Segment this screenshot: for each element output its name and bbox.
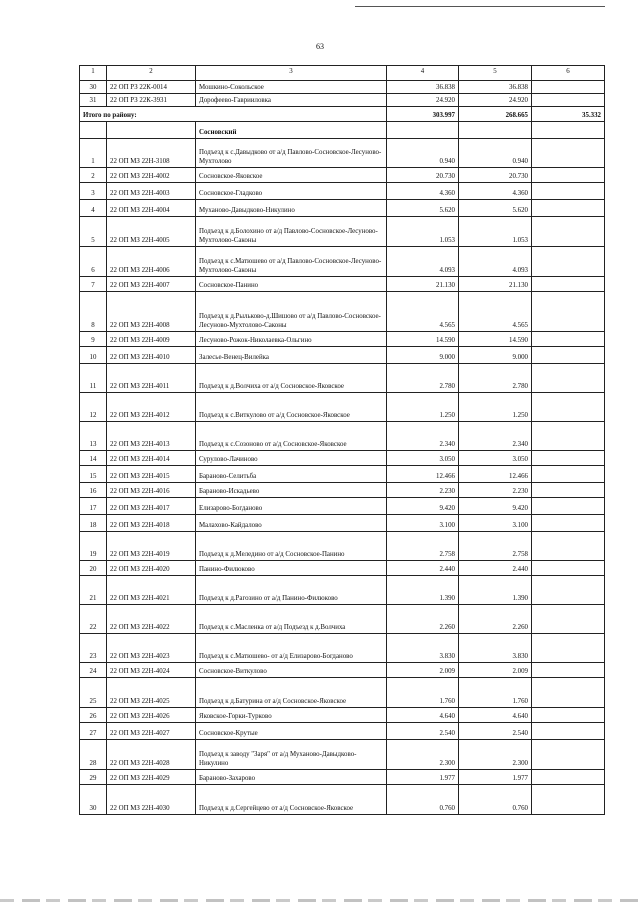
length-value: 1.760: [459, 678, 532, 708]
empty-cell: [107, 122, 196, 139]
row-number: 8: [80, 292, 107, 332]
length-value: 9.420: [459, 498, 532, 515]
road-name: Подъезд к д.Сергейцево от а/д Сосновское-Яковское: [196, 785, 387, 815]
district-name: Сосновский: [196, 122, 387, 139]
length-extra: [532, 498, 605, 515]
length-value: 4.565: [459, 292, 532, 332]
length-total: 2.230: [387, 483, 459, 498]
table-row: [80, 723, 605, 740]
total-label: Итого по району:: [80, 107, 387, 122]
table-row: [80, 605, 605, 634]
road-name: Подъезд к д.Рагозино от а/д Панино-Филюково: [196, 576, 387, 605]
length-value: 2.340: [459, 422, 532, 451]
road-code: 22 ОП МЗ 22Н-4011: [107, 364, 196, 393]
length-total: 36.838: [387, 81, 459, 94]
road-name: Панино-Филюково: [196, 561, 387, 576]
length-extra: [532, 466, 605, 483]
length-total: 5.620: [387, 200, 459, 217]
length-value: 14.590: [459, 332, 532, 347]
road-name: Подъезд к с.Матюшево от а/д Павлово-Сосновское-Лесуново-Мухтолово-Саконы: [196, 247, 387, 277]
length-extra: [532, 770, 605, 785]
length-extra: [532, 634, 605, 663]
road-name: Подъезд к д.Волчиха от а/д Сосновское-Яковское: [196, 364, 387, 393]
length-value: 1.250: [459, 393, 532, 422]
road-name: Подъезд к д.Рыльково-д.Шишово от а/д Павлово-Сосновское-Лесуново-Мухтолово-Саконы: [196, 292, 387, 332]
row-number: 4: [80, 200, 107, 217]
length-extra: [532, 561, 605, 576]
length-extra: [532, 532, 605, 561]
length-value: 21.130: [459, 277, 532, 292]
length-extra: [532, 277, 605, 292]
length-value: 9.000: [459, 347, 532, 364]
length-total: 0.760: [387, 785, 459, 815]
length-total: 2.009: [387, 663, 459, 678]
district-total-row: [80, 107, 605, 122]
road-code: 22 ОП МЗ 22Н-4023: [107, 634, 196, 663]
road-name: Сурулово-Лачиново: [196, 451, 387, 466]
table-row: [80, 451, 605, 466]
road-code: 22 ОП МЗ 22Н-4020: [107, 561, 196, 576]
road-name: Сосновское-Панино: [196, 277, 387, 292]
road-code: 22 ОП МЗ 22Н-4026: [107, 708, 196, 723]
road-code: 22 ОП РЗ 22К-0014: [107, 81, 196, 94]
row-number: 5: [80, 217, 107, 247]
road-code: 22 ОП МЗ 22Н-4027: [107, 723, 196, 740]
road-name: Подъезд к д.Меледино от а/д Сосновское-Панино: [196, 532, 387, 561]
row-number: 31: [80, 94, 107, 107]
road-name: Подъезд к д.Батурина от а/д Сосновское-Яковское: [196, 678, 387, 708]
road-name: Сосновское-Виткулово: [196, 663, 387, 678]
column-number: 1: [80, 66, 107, 81]
row-number: 27: [80, 723, 107, 740]
empty-cell: [532, 122, 605, 139]
road-code: 22 ОП МЗ 22Н-4003: [107, 183, 196, 200]
length-total: 2.780: [387, 364, 459, 393]
table-row: [80, 393, 605, 422]
length-extra: [532, 740, 605, 770]
length-value: 5.620: [459, 200, 532, 217]
road-code: 22 ОП МЗ 22Н-4029: [107, 770, 196, 785]
length-extra: [532, 663, 605, 678]
length-total: 2.300: [387, 740, 459, 770]
length-extra: [532, 94, 605, 107]
row-number: 17: [80, 498, 107, 515]
road-code: 22 ОП МЗ 22Н-3108: [107, 139, 196, 168]
row-number: 22: [80, 605, 107, 634]
length-value: 24.920: [459, 94, 532, 107]
road-code: 22 ОП РЗ 22К-3931: [107, 94, 196, 107]
road-code: 22 ОП МЗ 22Н-4018: [107, 515, 196, 532]
table-row: [80, 532, 605, 561]
road-name: Подъезд к заводу "Заря" от а/д Муханово-Давыдково-Никулино: [196, 740, 387, 770]
length-extra: [532, 678, 605, 708]
table-row: [80, 483, 605, 498]
length-total: 1.977: [387, 770, 459, 785]
length-extra: [532, 785, 605, 815]
row-number: 12: [80, 393, 107, 422]
length-value: 3.100: [459, 515, 532, 532]
table-row: [80, 708, 605, 723]
row-number: 2: [80, 168, 107, 183]
length-total: 3.100: [387, 515, 459, 532]
length-total: 20.730: [387, 168, 459, 183]
row-number: 13: [80, 422, 107, 451]
table-row: [80, 332, 605, 347]
road-code: 22 ОП МЗ 22Н-4025: [107, 678, 196, 708]
length-total: 4.360: [387, 183, 459, 200]
length-total: 2.758: [387, 532, 459, 561]
length-total: 21.130: [387, 277, 459, 292]
road-code: 22 ОП МЗ 22Н-4028: [107, 740, 196, 770]
length-total: 2.340: [387, 422, 459, 451]
length-extra: [532, 605, 605, 634]
length-extra: [532, 139, 605, 168]
table-row: [80, 183, 605, 200]
length-total: 2.540: [387, 723, 459, 740]
length-extra: [532, 332, 605, 347]
table-row: [80, 94, 605, 107]
table-row: [80, 770, 605, 785]
row-number: 14: [80, 451, 107, 466]
road-code: 22 ОП МЗ 22Н-4019: [107, 532, 196, 561]
row-number: 1: [80, 139, 107, 168]
road-code: 22 ОП МЗ 22Н-4021: [107, 576, 196, 605]
length-total: 9.000: [387, 347, 459, 364]
road-name: Яковское-Горки-Турково: [196, 708, 387, 723]
row-number: 6: [80, 247, 107, 277]
empty-cell: [459, 122, 532, 139]
road-name: Сосновское-Яковское: [196, 168, 387, 183]
length-total: 4.093: [387, 247, 459, 277]
road-name: Бараново-Захарово: [196, 770, 387, 785]
road-code: 22 ОП МЗ 22Н-4002: [107, 168, 196, 183]
length-extra: [532, 81, 605, 94]
row-number: 21: [80, 576, 107, 605]
table-row: [80, 785, 605, 815]
road-name: Лесуново-Рожок-Николаевка-Ольгино: [196, 332, 387, 347]
length-value: 2.230: [459, 483, 532, 498]
road-name: Бараново-Селитьба: [196, 466, 387, 483]
length-value: 36.838: [459, 81, 532, 94]
road-name: Мухановo-Давыдково-Никулино: [196, 200, 387, 217]
table-row: [80, 139, 605, 168]
road-code: 22 ОП МЗ 22Н-4005: [107, 217, 196, 247]
length-value: 2.440: [459, 561, 532, 576]
road-code: 22 ОП МЗ 22Н-4008: [107, 292, 196, 332]
row-number: 7: [80, 277, 107, 292]
length-value: 20.730: [459, 168, 532, 183]
table-row: [80, 292, 605, 332]
district-header-row: [80, 122, 605, 139]
road-name: Сосновское-Крутые: [196, 723, 387, 740]
road-name: Елизарово-Богданово: [196, 498, 387, 515]
length-total: 4.640: [387, 708, 459, 723]
length-total: 1.053: [387, 217, 459, 247]
length-value: 1.053: [459, 217, 532, 247]
length-extra: [532, 708, 605, 723]
length-total: 0.940: [387, 139, 459, 168]
row-number: 28: [80, 740, 107, 770]
roads-table: [79, 65, 605, 815]
row-number: 30: [80, 785, 107, 815]
road-code: 22 ОП МЗ 22Н-4024: [107, 663, 196, 678]
table-row: [80, 561, 605, 576]
road-name: Мошкино-Сокольское: [196, 81, 387, 94]
page-number: 63: [316, 42, 324, 51]
table-row: [80, 347, 605, 364]
road-code: 22 ОП МЗ 22Н-4030: [107, 785, 196, 815]
table-row: [80, 498, 605, 515]
length-value: 4.093: [459, 247, 532, 277]
column-number: 3: [196, 66, 387, 81]
length-extra: [532, 451, 605, 466]
row-number: 11: [80, 364, 107, 393]
row-number: 3: [80, 183, 107, 200]
length-total: 3.830: [387, 634, 459, 663]
length-extra: [532, 576, 605, 605]
road-name: Подъезд к с.Масленка от а/д Подъезд к д.Волчиха: [196, 605, 387, 634]
length-extra: [532, 483, 605, 498]
length-value: 4.640: [459, 708, 532, 723]
row-number: 26: [80, 708, 107, 723]
road-code: 22 ОП МЗ 22Н-4013: [107, 422, 196, 451]
length-extra: [532, 364, 605, 393]
road-name: Сосновское-Гладково: [196, 183, 387, 200]
road-name: Залесье-Венец-Вилейка: [196, 347, 387, 364]
table-row: [80, 168, 605, 183]
length-total: 2.260: [387, 605, 459, 634]
table-row: [80, 634, 605, 663]
table-row: [80, 277, 605, 292]
top-rule: [355, 6, 605, 7]
column-number: 4: [387, 66, 459, 81]
length-value: 2.780: [459, 364, 532, 393]
length-value: 2.758: [459, 532, 532, 561]
road-code: 22 ОП МЗ 22Н-4007: [107, 277, 196, 292]
length-value: 4.360: [459, 183, 532, 200]
length-value: 2.300: [459, 740, 532, 770]
length-extra: [532, 292, 605, 332]
table-row: [80, 422, 605, 451]
length-value: 12.466: [459, 466, 532, 483]
row-number: 29: [80, 770, 107, 785]
length-extra: [532, 723, 605, 740]
table-row: [80, 200, 605, 217]
row-number: 15: [80, 466, 107, 483]
road-code: 22 ОП МЗ 22Н-4015: [107, 466, 196, 483]
column-number: 2: [107, 66, 196, 81]
road-code: 22 ОП МЗ 22Н-4022: [107, 605, 196, 634]
length-extra: [532, 515, 605, 532]
row-number: 10: [80, 347, 107, 364]
length-total: 14.590: [387, 332, 459, 347]
scan-artifact-line: [0, 899, 640, 902]
table-row: [80, 678, 605, 708]
road-name: Подъезд к д.Болохино от а/д Павлово-Сосновское-Лесуново-Мухтолово-Саконы: [196, 217, 387, 247]
road-name: Малахово-Кайдалово: [196, 515, 387, 532]
row-number: 24: [80, 663, 107, 678]
column-number: 5: [459, 66, 532, 81]
road-name: Подъезд к с.Виткулово от а/д Сосновское-Яковское: [196, 393, 387, 422]
row-number: 23: [80, 634, 107, 663]
length-total: 1.390: [387, 576, 459, 605]
length-value: 0.940: [459, 139, 532, 168]
road-code: 22 ОП МЗ 22Н-4017: [107, 498, 196, 515]
length-value: 1.390: [459, 576, 532, 605]
row-number: 19: [80, 532, 107, 561]
table-row: [80, 466, 605, 483]
total-b: 268.665: [459, 107, 532, 122]
column-number: 6: [532, 66, 605, 81]
length-total: 24.920: [387, 94, 459, 107]
length-value: 2.009: [459, 663, 532, 678]
length-total: 9.420: [387, 498, 459, 515]
row-number: 30: [80, 81, 107, 94]
length-extra: [532, 347, 605, 364]
table-row: [80, 515, 605, 532]
table-row: [80, 364, 605, 393]
road-code: 22 ОП МЗ 22Н-4006: [107, 247, 196, 277]
length-extra: [532, 168, 605, 183]
row-number: 25: [80, 678, 107, 708]
road-name: Подъезд к с.Давыдково от а/д Павлово-Сосновское-Лесуново-Мухтолово: [196, 139, 387, 168]
table-row: [80, 663, 605, 678]
length-value: 2.260: [459, 605, 532, 634]
road-code: 22 ОП МЗ 22Н-4010: [107, 347, 196, 364]
length-value: 1.977: [459, 770, 532, 785]
row-number: 16: [80, 483, 107, 498]
total-a: 303.997: [387, 107, 459, 122]
road-code: 22 ОП МЗ 22Н-4016: [107, 483, 196, 498]
road-name: Подъезд к с.Матюшево- от а/д Елизарово-Богданово: [196, 634, 387, 663]
road-code: 22 ОП МЗ 22Н-4014: [107, 451, 196, 466]
row-number: 9: [80, 332, 107, 347]
length-extra: [532, 183, 605, 200]
column-number-row: [80, 66, 605, 81]
length-extra: [532, 217, 605, 247]
length-extra: [532, 247, 605, 277]
length-total: 4.565: [387, 292, 459, 332]
length-total: 3.050: [387, 451, 459, 466]
table-row: [80, 81, 605, 94]
length-extra: [532, 422, 605, 451]
table-row: [80, 576, 605, 605]
road-code: 22 ОП МЗ 22Н-4004: [107, 200, 196, 217]
length-total: 1.250: [387, 393, 459, 422]
row-number: 18: [80, 515, 107, 532]
length-value: 2.540: [459, 723, 532, 740]
total-c: 35.332: [532, 107, 605, 122]
table-row: [80, 217, 605, 247]
row-number: 20: [80, 561, 107, 576]
length-total: 2.440: [387, 561, 459, 576]
road-name: Бараново-Искадьево: [196, 483, 387, 498]
length-value: 3.050: [459, 451, 532, 466]
length-extra: [532, 393, 605, 422]
length-value: 3.830: [459, 634, 532, 663]
table-row: [80, 247, 605, 277]
empty-cell: [387, 122, 459, 139]
road-code: 22 ОП МЗ 22Н-4009: [107, 332, 196, 347]
road-name: Дорофеево-Гаврииловка: [196, 94, 387, 107]
length-total: 12.466: [387, 466, 459, 483]
table-row: [80, 740, 605, 770]
empty-cell: [80, 122, 107, 139]
length-extra: [532, 200, 605, 217]
road-code: 22 ОП МЗ 22Н-4012: [107, 393, 196, 422]
length-value: 0.760: [459, 785, 532, 815]
length-total: 1.760: [387, 678, 459, 708]
road-name: Подъезд к с.Созоново от а/д Сосновское-Яковское: [196, 422, 387, 451]
